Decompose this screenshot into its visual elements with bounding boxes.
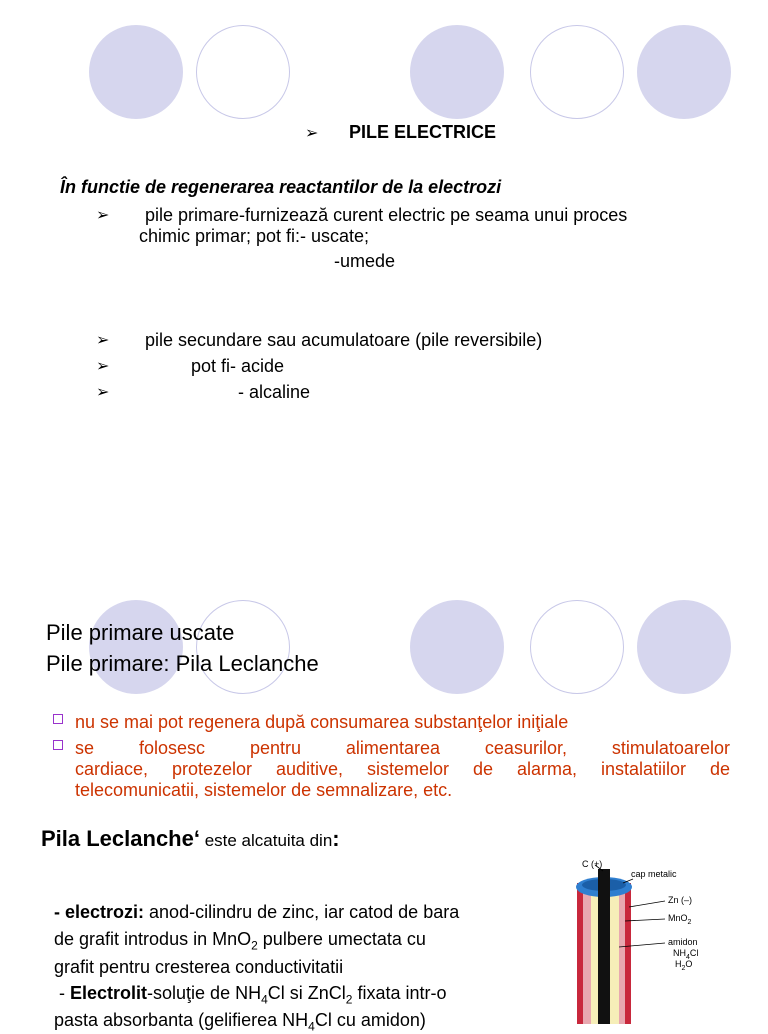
text: fixata intr-o <box>352 983 447 1003</box>
word: alarma, <box>516 759 577 779</box>
text: pasta absorbanta (gelifierea NH <box>54 1010 309 1030</box>
word: folosesc <box>138 738 205 758</box>
label-zinc: Zn (–) <box>668 895 693 905</box>
arrow-bullet-icon: ➢ <box>305 125 319 142</box>
slide-title: Pile primare uscate <box>46 620 235 645</box>
decor-circle <box>196 600 290 694</box>
slide-title: PILE ELECTRICE <box>349 122 497 142</box>
bullet-text: pile secundare sau acumulatoare (pile reversibile) <box>145 330 543 350</box>
decor-circle <box>530 600 624 694</box>
subscript: 4 <box>308 1019 315 1034</box>
word: pentru <box>249 738 301 758</box>
heading-colon: : <box>332 826 340 851</box>
label-carbon: C (+) <box>582 859 603 869</box>
word: auditive, <box>276 759 344 779</box>
bullet-text-line <box>75 759 730 780</box>
text: grafit pentru cresterea conductivitatii <box>54 957 344 977</box>
text: O <box>685 959 693 969</box>
label-electrolit: Electrolit <box>70 983 148 1003</box>
text: Cl cu amidon) <box>314 1010 426 1030</box>
text: NH <box>673 948 686 958</box>
bullet-text: pile primare-furnizează curent electric pe seama unui proces <box>145 205 628 225</box>
square-bullet-icon <box>53 740 63 750</box>
arrow-bullet-icon: ➢ <box>96 358 110 375</box>
text: pulbere umectata cu <box>257 929 426 949</box>
text: - <box>54 983 70 1003</box>
paragraph-line <box>54 983 447 1007</box>
bullet-text: nu se mai pot regenera după consumarea substanţelor iniţiale <box>75 712 569 732</box>
text: de grafit introdus in MnO <box>54 929 252 949</box>
bullet-text: telecomunicatii, sistemelor de semnalizare, etc. <box>75 780 453 800</box>
arrow-bullet-icon: ➢ <box>96 207 110 224</box>
label-h2o <box>675 959 692 972</box>
subscript: 2 <box>345 992 353 1007</box>
subscript: 2 <box>681 964 686 972</box>
decor-circle <box>530 25 624 119</box>
word: protezelor <box>172 759 253 779</box>
arrow-bullet-icon: ➢ <box>96 384 110 401</box>
word: cardiace, <box>75 759 149 779</box>
bullet-text: chimic primar; pot fi:- uscate; <box>139 226 370 246</box>
decor-circle <box>637 25 731 119</box>
word: alimentarea <box>345 738 440 758</box>
word: de <box>472 759 494 779</box>
word: ceasurilor, <box>484 738 567 758</box>
decor-circle <box>89 25 183 119</box>
subscript: 4 <box>686 953 690 961</box>
decor-circle <box>410 25 504 119</box>
text: Cl si ZnCl <box>267 983 346 1003</box>
label-electrozi: - electrozi: <box>54 902 145 922</box>
section-subtitle: În functie de regenerarea reactantilor de la electrozi <box>60 177 502 197</box>
bullet-text: pot fi- acide <box>191 356 285 376</box>
word: de <box>709 759 730 779</box>
word: sistemelor <box>367 759 450 779</box>
paragraph-line <box>54 1010 426 1034</box>
cell-illustration <box>565 855 735 1024</box>
paragraph-line <box>54 902 459 923</box>
label-mno2 <box>668 913 691 926</box>
label-cap: cap metalic <box>631 869 677 879</box>
subscript: 2 <box>251 938 258 953</box>
word: instalatiilor <box>600 759 686 779</box>
text: -soluţie de NH <box>147 983 262 1003</box>
text: MnO <box>668 913 688 923</box>
decor-circle <box>196 25 290 119</box>
text: anod-cilindru de zinc, iar catod de bara <box>144 902 460 922</box>
bullet-text: -umede <box>334 251 396 271</box>
subscript: 4 <box>261 992 268 1007</box>
text: Cl <box>689 948 699 958</box>
carbon-rod <box>598 869 610 1024</box>
label-line <box>629 901 665 907</box>
text: H <box>675 959 682 969</box>
word: se <box>75 738 95 758</box>
bullet-text-line <box>75 738 730 759</box>
bullet-text: - alcaline <box>238 382 311 402</box>
paragraph-line <box>54 957 343 978</box>
paragraph-line <box>54 929 426 953</box>
decor-circle <box>410 600 504 694</box>
heading-rest: este alcatuita din <box>199 831 333 850</box>
leclanche-cell-diagram <box>565 855 735 1024</box>
section-heading <box>41 826 340 852</box>
decor-circle <box>89 600 183 694</box>
square-bullet-icon <box>53 714 63 724</box>
arrow-bullet-icon: ➢ <box>96 332 110 349</box>
word: stimulatoarelor <box>611 738 730 758</box>
decor-circle <box>637 600 731 694</box>
label-amidon: amidon <box>668 937 698 947</box>
heading-bold: Pila Leclanche‘ <box>41 826 200 851</box>
slide-title: Pile primare: Pila Leclanche <box>46 651 319 676</box>
subscript: 2 <box>687 918 692 926</box>
